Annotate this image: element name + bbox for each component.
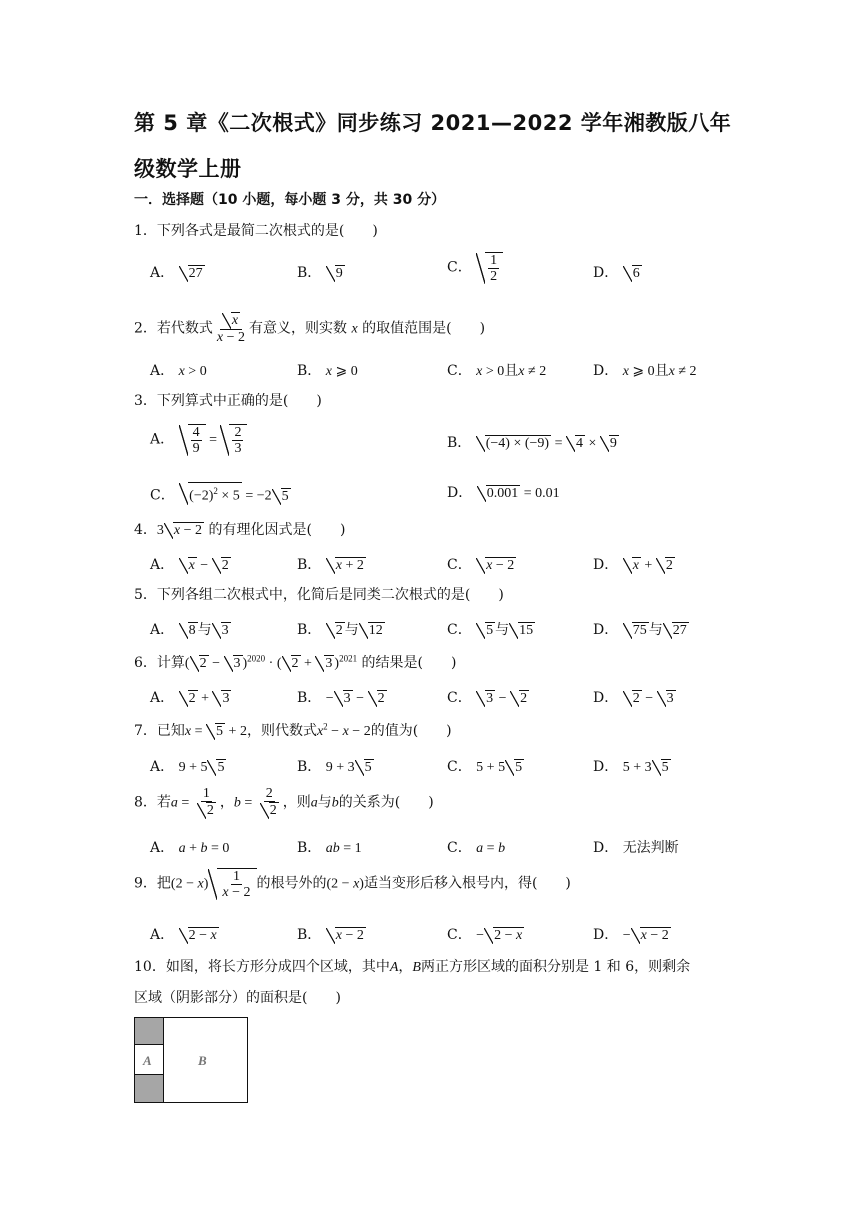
option-d: D． 6: [593, 265, 640, 281]
option-c: C． $(-2)^2 \times 5 = -2$ 5: [150, 482, 291, 505]
option-c: C． 3 − 2: [447, 690, 528, 706]
option-a: A． 27: [150, 265, 203, 281]
option-d: D． x ⩾ 0且x ≠ 2: [593, 363, 697, 379]
option-c: C． 5 + 5 5: [447, 759, 523, 775]
option-d: D． 75 与 27: [593, 622, 687, 638]
option-d: D． − x − 2: [593, 927, 669, 943]
option-c: C． x − 2: [447, 557, 515, 573]
label-b: B: [198, 1053, 207, 1068]
question-2: 2．若代数式 $\frac{x}{x - 2}$ 有意义，则实数 x 的取值范围是( ): [134, 313, 486, 345]
option-b: B． 9 + 3 5: [297, 759, 372, 775]
option-c: C． 5 与 15: [447, 622, 534, 638]
option-b: B． x + 2: [297, 557, 364, 573]
option-a: A． $\frac{4}{9}$ = $\frac{2}{3}$: [150, 424, 247, 456]
label-a: A: [143, 1053, 152, 1068]
option-a: A． a + b = 0: [150, 840, 230, 856]
option-b: B． (−4) × (−9) = 4 × 9: [447, 435, 617, 451]
option-b: B． ab = 1: [297, 840, 362, 856]
option-d: D． 0.001 = 0.01: [447, 485, 560, 501]
question-4: 4．3 x − 2 的有理化因式是( ): [134, 522, 346, 538]
question-3-options-row2: [150, 482, 750, 512]
option-a: A． 8 与 3: [150, 622, 229, 638]
shaded-region-top: [135, 1018, 164, 1045]
option-b: B． 9: [297, 265, 343, 281]
question-9: 9．把(2 − x) $\frac{1}{x - 2}$ 的根号外的(2 − x)适当变形后移入根号内，得( ): [134, 869, 571, 900]
option-d: D． 5 + 3 5: [593, 759, 669, 775]
option-b: B． − 3 − 2: [297, 690, 385, 706]
question-7: 7．已知x = 5 + 2，则代数式$x^2 - x - 2$的值为( ): [134, 721, 452, 739]
option-c: C． − 2 − x: [447, 927, 523, 943]
section-heading: 一．选择题（10 小题，每小题 3 分，共 30 分）: [134, 192, 446, 208]
option-a: A． 2 − x: [150, 927, 217, 943]
option-a: A． 2 + 3: [150, 690, 230, 706]
question-6-options: [150, 687, 750, 717]
question-3-options-row1: [150, 425, 750, 462]
question-6: 6．计算( 2 − 3 )$^{2020}$ · ( 2 + 3 )$^{2021}$ 的结果是( ): [134, 653, 457, 671]
question-7-options: [150, 756, 750, 786]
question-9-options: [150, 924, 750, 954]
question-8-options: [150, 837, 750, 867]
question-1-options: [150, 253, 750, 292]
option-c: C． $\frac{1}{2}$: [447, 252, 503, 284]
question-4-options: [150, 554, 750, 584]
question-3: 3．下列算式中正确的是( ): [134, 393, 322, 409]
option-b: B． x − 2: [297, 927, 364, 943]
option-c: C． a = b: [447, 840, 506, 856]
question-10: 10．如图，将长方形分成四个区域，其中A，B两正方形区域的面积分别是 1 和 6，则剩余 区域（阴影部分）的面积是( ): [134, 959, 691, 1006]
page-title: 第 5 章《二次根式》同步练习 2021—2022 学年湘教版八年级数学上册: [134, 111, 732, 181]
option-b: B． 2 与 12: [297, 622, 383, 638]
question-1: 1．下列各式是最简二次根式的是( ): [134, 223, 378, 239]
question-5-options: [150, 619, 750, 649]
option-a: A． x > 0: [150, 363, 207, 379]
question-8: 8．若a = $\frac{1}{2}$ ，b = $\frac{2}{2}$ ，则a与b的关系为( ): [134, 786, 434, 818]
option-a: A． x − 2: [150, 557, 229, 573]
option-a: A． 9 + 5 5: [150, 759, 225, 775]
option-d: D． 2 − 3: [593, 690, 674, 706]
option-d: D． 无法判断: [593, 840, 679, 856]
question-2-options: [150, 360, 750, 390]
option-b: B． x ⩾ 0: [297, 363, 358, 379]
question-5: 5．下列各组二次根式中，化简后是同类二次根式的是( ): [134, 587, 504, 603]
option-c: C． x > 0且x ≠ 2: [447, 363, 547, 379]
option-d: D． x + 2: [593, 557, 673, 573]
rectangle-figure: [134, 1017, 248, 1103]
shaded-region-bottom: [135, 1075, 164, 1103]
